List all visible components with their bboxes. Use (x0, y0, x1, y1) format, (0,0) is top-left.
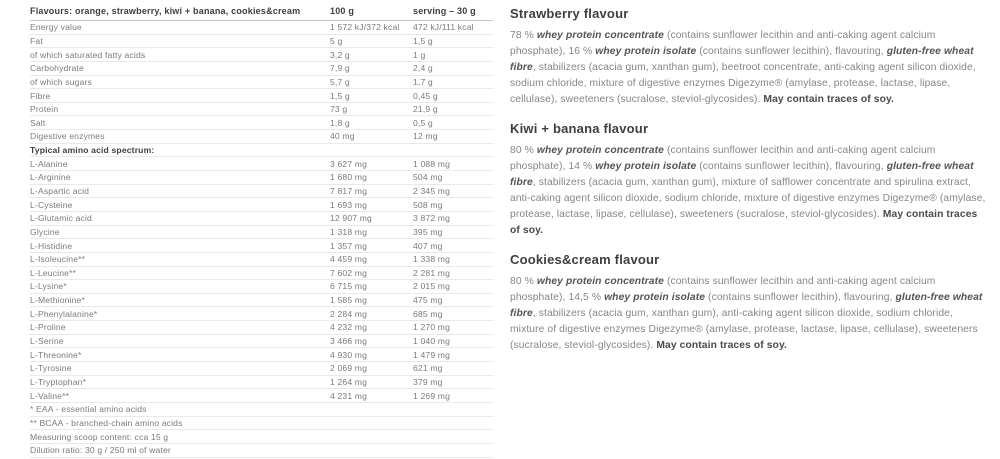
row-label: Dilution ratio: 30 g / 250 ml of water (30, 445, 171, 456)
value-serving: 407 mg (413, 240, 443, 251)
row-label: L-Serine (30, 336, 64, 347)
ingredient-emphasis: gluten-free wheat fibre (510, 292, 983, 319)
table-row (30, 21, 493, 35)
value-serving: 475 mg (413, 295, 443, 306)
value-serving: 1 040 mg (413, 336, 451, 347)
value-serving: 1 269 mg (413, 390, 451, 401)
row-label: Carbohydrate (30, 63, 84, 74)
row-label: Typical amino acid spectrum: (30, 145, 155, 156)
value-100g: 40 mg (330, 131, 355, 142)
table-row (30, 362, 493, 376)
flavour-ingredients (510, 28, 988, 108)
ingredient-emphasis: whey protein isolate (595, 46, 697, 57)
table-row (30, 185, 493, 199)
ingredient-text: (contains sunflower lecithin), flavouring, (696, 46, 887, 57)
allergen-warning: May contain traces of soy. (763, 94, 894, 105)
table-row (30, 403, 493, 417)
ingredient-text: , stabilizers (acacia gum, xanthan gum), anti-caking agent silicon dioxide, sodium chloride, mixture of digestive enzymes Digezyme® (amylase, protease, lactase, lipase, cellulase), sweeteners (sucralose, steviol-glycosides). (510, 308, 978, 351)
flavour-sections (510, 0, 988, 354)
column-header-100g: 100 g (330, 6, 355, 16)
flavour-heading: Cookies&cream flavour (510, 252, 660, 267)
row-label: of which saturated fatty acids (30, 49, 146, 60)
table-row (30, 171, 493, 185)
row-label: L-Aspartic acid (30, 186, 90, 196)
table-row (30, 103, 493, 117)
table-header-row (30, 2, 493, 21)
table-row (30, 335, 493, 349)
table-row (30, 89, 493, 103)
value-serving: 0,5 g (413, 117, 433, 128)
table-row (30, 157, 493, 171)
value-100g: 3 466 mg (330, 336, 368, 347)
ingredient-text: (contains sunflower lecithin and anti-caking agent calcium phosphate), 14 % (510, 145, 936, 172)
table-row (30, 116, 493, 130)
table-row (30, 226, 493, 240)
table-row (30, 267, 493, 281)
table-row (30, 376, 493, 390)
value-100g: 4 231 mg (330, 390, 368, 401)
row-label: Digestive enzymes (30, 131, 105, 142)
ingredient-emphasis: whey protein concentrate (536, 30, 664, 41)
table-row (30, 62, 493, 76)
value-100g: 4 459 mg (330, 254, 368, 265)
value-serving: 1 g (413, 49, 426, 60)
value-serving: 379 mg (413, 376, 443, 387)
value-100g: 4 930 mg (330, 349, 368, 360)
ingredient-text: 78 % (510, 30, 537, 41)
table-row (30, 212, 493, 226)
value-serving: 2 345 mg (413, 186, 451, 196)
row-label: L-Valine** (30, 390, 70, 401)
ingredient-emphasis: whey protein concentrate (536, 276, 664, 287)
row-label: L-Lysine* (30, 281, 67, 292)
ingredient-text: 80 % (510, 276, 537, 287)
value-100g: 4 232 mg (330, 322, 368, 333)
value-100g: 2 069 mg (330, 363, 368, 374)
value-100g: 1,5 g (330, 90, 350, 101)
ingredient-emphasis: gluten-free wheat fibre (510, 161, 974, 188)
row-label: L-Leucine** (30, 267, 77, 278)
row-label: L-Phenylalanine* (30, 308, 98, 319)
table-row (30, 307, 493, 321)
table-row (30, 239, 493, 253)
row-label: L-Cysteine (30, 199, 73, 210)
value-serving: 472 kJ/111 kcal (413, 22, 474, 33)
table-row (30, 35, 493, 49)
row-label: L-Glutamic acid (30, 213, 92, 224)
value-100g: 3 627 mg (330, 158, 368, 169)
row-label: L-Tryptophan* (30, 376, 87, 387)
table-section-row (30, 144, 493, 158)
ingredient-emphasis: whey protein concentrate (536, 145, 664, 156)
ingredient-emphasis: gluten-free wheat fibre (510, 46, 974, 73)
table-row (30, 48, 493, 62)
value-serving: 395 mg (413, 226, 443, 237)
value-100g: 7 817 mg (330, 186, 368, 196)
flavour-ingredients (510, 143, 988, 239)
value-serving: 3 872 mg (413, 213, 451, 224)
flavour-ingredients (510, 274, 988, 354)
value-100g: 5 g (330, 35, 343, 46)
ingredient-text: (contains sunflower lecithin and anti-caking agent calcium phosphate), 16 % (510, 30, 936, 57)
ingredient-emphasis: whey protein isolate (604, 292, 706, 303)
value-100g: 7,9 g (330, 63, 350, 74)
row-label: Fibre (30, 90, 51, 101)
value-100g: 1 318 mg (330, 226, 368, 237)
row-label: L-Threonine* (30, 349, 82, 360)
value-100g: 73 g (330, 104, 348, 115)
value-serving: 621 mg (413, 363, 443, 374)
value-100g: 6 715 mg (330, 281, 368, 292)
value-serving: 1 479 mg (413, 349, 451, 360)
nutrition-table (30, 2, 493, 458)
value-100g: 1 264 mg (330, 376, 368, 387)
row-label: * EAA - essential amino acids (30, 404, 147, 415)
ingredient-text: (contains sunflower lecithin), flavouring, (696, 161, 887, 172)
value-100g: 1 357 mg (330, 240, 368, 251)
value-serving: 1 088 mg (413, 158, 451, 169)
value-100g: 5,7 g (330, 76, 350, 87)
value-100g: 1 572 kJ/372 kcal (330, 22, 400, 33)
allergen-warning: May contain traces of soy. (510, 209, 978, 236)
table-row (30, 294, 493, 308)
value-100g: 1 693 mg (330, 199, 368, 210)
flavours-header: Flavours: orange, strawberry, kiwi + banana, cookies&cream (30, 6, 301, 16)
value-serving: 685 mg (413, 308, 443, 319)
row-label: L-Isoleucine** (30, 254, 86, 265)
table-row (30, 253, 493, 267)
ingredient-text: , stabilizers (acacia gum, xanthan gum), beetroot concentrate, anti-caking agent silicon dioxide, sodium chloride, mixture of digestive enzymes Digezyme® (amylase, protease, lactase, lipase, cellulase), sweeteners (sucralose, steviol-glycosides). (510, 62, 976, 105)
value-serving: 12 mg (413, 131, 438, 142)
row-label: L-Alanine (30, 158, 68, 169)
ingredient-text: 80 % (510, 145, 537, 156)
value-100g: 7 602 mg (330, 267, 368, 278)
row-label: Salt (30, 117, 46, 128)
row-label: Fat (30, 35, 43, 46)
flavour-heading: Strawberry flavour (510, 6, 629, 21)
row-label: Glycine (30, 226, 60, 237)
table-row (30, 389, 493, 403)
value-100g: 3,2 g (330, 49, 350, 60)
row-label: L-Proline (30, 322, 66, 333)
value-serving: 504 mg (413, 172, 443, 183)
value-serving: 2,4 g (413, 63, 433, 74)
value-serving: 508 mg (413, 199, 443, 210)
table-row (30, 76, 493, 90)
ingredient-text: (contains sunflower lecithin and anti-caking agent calcium phosphate), 14,5 % (510, 276, 936, 303)
table-row (30, 444, 493, 458)
table-row (30, 430, 493, 444)
value-100g: 2 284 mg (330, 308, 368, 319)
ingredient-text: (contains sunflower lecithin), flavouring, (705, 292, 896, 303)
value-serving: 1,7 g (413, 76, 433, 87)
value-100g: 12 907 mg (330, 213, 372, 224)
value-serving: 0,45 g (413, 90, 438, 101)
table-row (30, 348, 493, 362)
ingredient-emphasis: whey protein isolate (595, 161, 697, 172)
value-serving: 2 281 mg (413, 267, 451, 278)
row-label: ** BCAA - branched-chain amino acids (30, 417, 183, 428)
value-serving: 1 270 mg (413, 322, 451, 333)
nutrition-rows (30, 21, 493, 458)
value-serving: 2 015 mg (413, 281, 451, 292)
table-row (30, 321, 493, 335)
row-label: Measuring scoop content: cca 15 g (30, 431, 169, 442)
table-row (30, 280, 493, 294)
row-label: L-Tyrosine (30, 363, 72, 374)
value-100g: 1 585 mg (330, 295, 368, 306)
table-row (30, 198, 493, 212)
value-100g: 1,8 g (330, 117, 350, 128)
row-label: L-Arginine (30, 172, 71, 183)
column-header-serving: serving – 30 g (413, 6, 476, 16)
value-serving: 21,9 g (413, 104, 438, 115)
value-serving: 1,5 g (413, 35, 433, 46)
ingredient-text: , stabilizers (acacia gum, xanthan gum), mixture of safflower concentrate and spirulina extract, anti-caking agent silicon dioxide, sodium chloride, mixture of digestive enzymes Digezyme® (amylase, protease, lactase, lipase, cellulase), sweeteners (sucralose, steviol-glycosides). (510, 177, 986, 220)
row-label: Protein (30, 104, 59, 115)
table-row (30, 130, 493, 144)
value-100g: 1 680 mg (330, 172, 368, 183)
value-serving: 1 338 mg (413, 254, 451, 265)
table-row (30, 417, 493, 431)
row-label: L-Histidine (30, 240, 73, 251)
row-label: Energy value (30, 22, 82, 33)
allergen-warning: May contain traces of soy. (656, 340, 787, 351)
row-label: L-Methionine* (30, 295, 85, 306)
flavour-heading: Kiwi + banana flavour (510, 121, 649, 136)
row-label: of which sugars (30, 76, 92, 87)
